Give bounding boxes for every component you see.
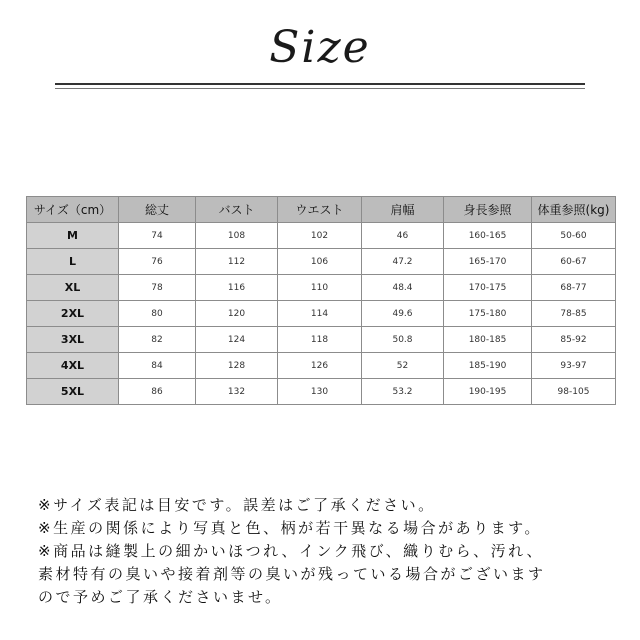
table-cell: 93-97 bbox=[532, 353, 616, 379]
table-cell: 110 bbox=[278, 275, 362, 301]
table-cell: 78 bbox=[119, 275, 196, 301]
table-cell: 114 bbox=[278, 301, 362, 327]
header-size: サイズ（cm） bbox=[27, 197, 119, 223]
table-cell: 190-195 bbox=[444, 379, 532, 405]
table-cell: 49.6 bbox=[362, 301, 444, 327]
table-cell: 126 bbox=[278, 353, 362, 379]
table-cell: 108 bbox=[196, 223, 278, 249]
header-bust: バスト bbox=[196, 197, 278, 223]
size-label-cell: 2XL bbox=[27, 301, 119, 327]
note-odor-disclaimer: 素材特有の臭いや接着剤等の臭いが残っている場合がございます bbox=[38, 565, 546, 583]
size-label-cell: 3XL bbox=[27, 327, 119, 353]
page-title: Size bbox=[269, 22, 371, 73]
header-height-ref: 身長参照 bbox=[444, 197, 532, 223]
header-weight-ref: 体重参照(kg) bbox=[532, 197, 616, 223]
size-label-cell: 4XL bbox=[27, 353, 119, 379]
table-cell: 106 bbox=[278, 249, 362, 275]
table-row bbox=[27, 275, 616, 301]
table-cell: 50.8 bbox=[362, 327, 444, 353]
note-sewing-disclaimer: ※商品は縫製上の細かいほつれ、インク飛び、織りむら、汚れ、 bbox=[38, 542, 544, 560]
table-cell: 47.2 bbox=[362, 249, 444, 275]
table-row bbox=[27, 327, 616, 353]
header-length: 総丈 bbox=[119, 197, 196, 223]
table-cell: 130 bbox=[278, 379, 362, 405]
table-cell: 120 bbox=[196, 301, 278, 327]
table-cell: 84 bbox=[119, 353, 196, 379]
table-cell: 85-92 bbox=[532, 327, 616, 353]
title-divider-thick bbox=[55, 83, 585, 85]
note-closing: ので予めご了承くださいませ。 bbox=[38, 588, 283, 606]
table-cell: 118 bbox=[278, 327, 362, 353]
table-cell: 46 bbox=[362, 223, 444, 249]
table-cell: 48.4 bbox=[362, 275, 444, 301]
table-cell: 50-60 bbox=[532, 223, 616, 249]
table-cell: 78-85 bbox=[532, 301, 616, 327]
size-chart-table bbox=[26, 196, 616, 405]
table-row bbox=[27, 301, 616, 327]
table-cell: 128 bbox=[196, 353, 278, 379]
table-row bbox=[27, 223, 616, 249]
table-cell: 80 bbox=[119, 301, 196, 327]
table-cell: 185-190 bbox=[444, 353, 532, 379]
table-cell: 132 bbox=[196, 379, 278, 405]
table-cell: 76 bbox=[119, 249, 196, 275]
size-label-cell: M bbox=[27, 223, 119, 249]
table-row bbox=[27, 379, 616, 405]
table-cell: 160-165 bbox=[444, 223, 532, 249]
table-cell: 175-180 bbox=[444, 301, 532, 327]
table-cell: 86 bbox=[119, 379, 196, 405]
table-cell: 170-175 bbox=[444, 275, 532, 301]
table-cell: 124 bbox=[196, 327, 278, 353]
table-header-row bbox=[27, 197, 616, 223]
table-cell: 116 bbox=[196, 275, 278, 301]
table-cell: 112 bbox=[196, 249, 278, 275]
table-cell: 180-185 bbox=[444, 327, 532, 353]
title-divider-thin bbox=[55, 88, 585, 89]
size-label-cell: 5XL bbox=[27, 379, 119, 405]
table-cell: 68-77 bbox=[532, 275, 616, 301]
table-cell: 60-67 bbox=[532, 249, 616, 275]
table-cell: 53.2 bbox=[362, 379, 444, 405]
table-cell: 98-105 bbox=[532, 379, 616, 405]
header-shoulder: 肩幅 bbox=[362, 197, 444, 223]
size-label-cell: XL bbox=[27, 275, 119, 301]
note-color-disclaimer: ※生産の関係により写真と色、柄が若干異なる場合があります。 bbox=[38, 519, 542, 537]
table-row bbox=[27, 249, 616, 275]
table-cell: 165-170 bbox=[444, 249, 532, 275]
table-cell: 74 bbox=[119, 223, 196, 249]
header-waist: ウエスト bbox=[278, 197, 362, 223]
table-cell: 102 bbox=[278, 223, 362, 249]
table-row bbox=[27, 353, 616, 379]
note-size-disclaimer: ※サイズ表記は目安です。誤差はご了承ください。 bbox=[38, 496, 436, 514]
notes-section bbox=[38, 494, 618, 609]
size-label-cell: L bbox=[27, 249, 119, 275]
table-cell: 52 bbox=[362, 353, 444, 379]
table-cell: 82 bbox=[119, 327, 196, 353]
